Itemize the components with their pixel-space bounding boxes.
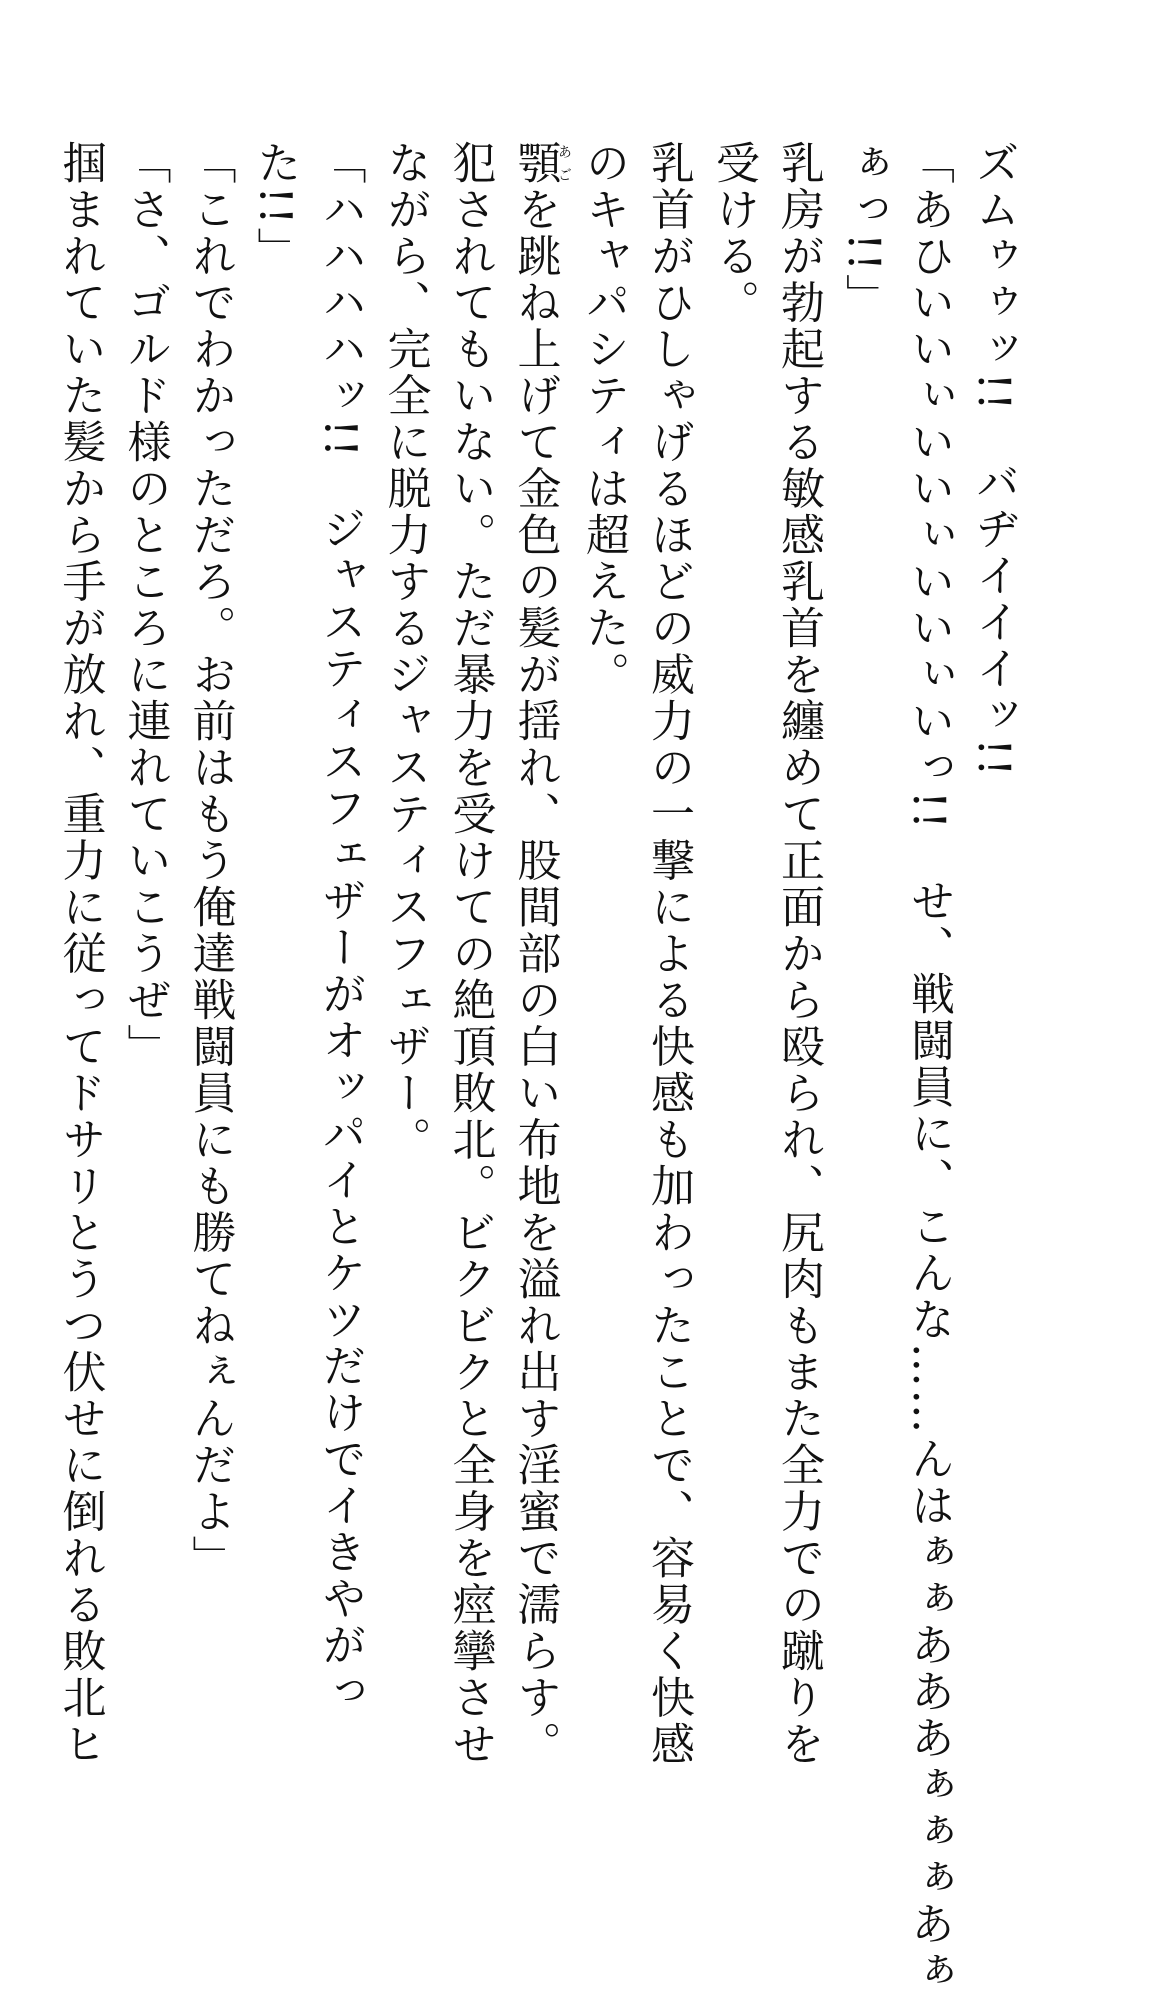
- ruby-annotation: [509, 140, 572, 187]
- text-line-2: 「あひいいぃいいぃいいぃいっ!! せ、戦闘員に、こんな……んはぁぁあああぁぁぁあぁ: [903, 140, 954, 1994]
- text-line-6: 乳首がひしゃげるほどの威力の一撃による快感も加わったことで、容易く快感: [643, 140, 694, 1768]
- ruby-base: 顎: [509, 140, 561, 187]
- text-line-12: た!!」: [249, 140, 301, 274]
- text-line-1: ズムゥゥッ!! バヂイイイッ!!: [968, 140, 1019, 779]
- ruby-reading: あご: [556, 140, 572, 187]
- text-line-11: 「ハハハハッ!! ジャスティスフェザーがオッパイとケツだけでイきやがっ: [314, 140, 366, 1715]
- text-line-4: 乳房が勃起する敏感乳首を纏めて正面から殴られ、尻肉もまた全力での蹴りを: [773, 140, 824, 1768]
- text-line-14: 「さ、ゴルド様のところに連れていこうぜ」: [119, 140, 171, 1070]
- text-line-10: ながら、完全に脱力するジャスティスフェザー。: [379, 140, 431, 1163]
- text-line-3: ぁっ!!」: [838, 140, 889, 320]
- text-line-5: 受ける。: [708, 140, 759, 326]
- vertical-text-block: [48, 140, 1027, 1994]
- text-line-8: [503, 140, 572, 1768]
- text-line-8-rest: を跳ね上げて金色の髪が揺れ、股間部の白い布地を溢れ出す淫蜜で濡らす。: [509, 186, 561, 1768]
- text-line-15: 掴まれていた髪から手が放れ、重力に従ってドサリとうつ伏せに倒れる敗北ヒ: [54, 140, 106, 1768]
- text-line-13: 「これでわかっただろ。お前はもう俺達戦闘員にも勝てねぇんだよ」: [184, 140, 236, 1582]
- text-line-7: のキャパシティは超えた。: [578, 140, 629, 698]
- text-line-9: 犯されてもいない。ただ暴力を受けての絶頂敗北。ビクビクと全身を痙攣させ: [444, 140, 496, 1768]
